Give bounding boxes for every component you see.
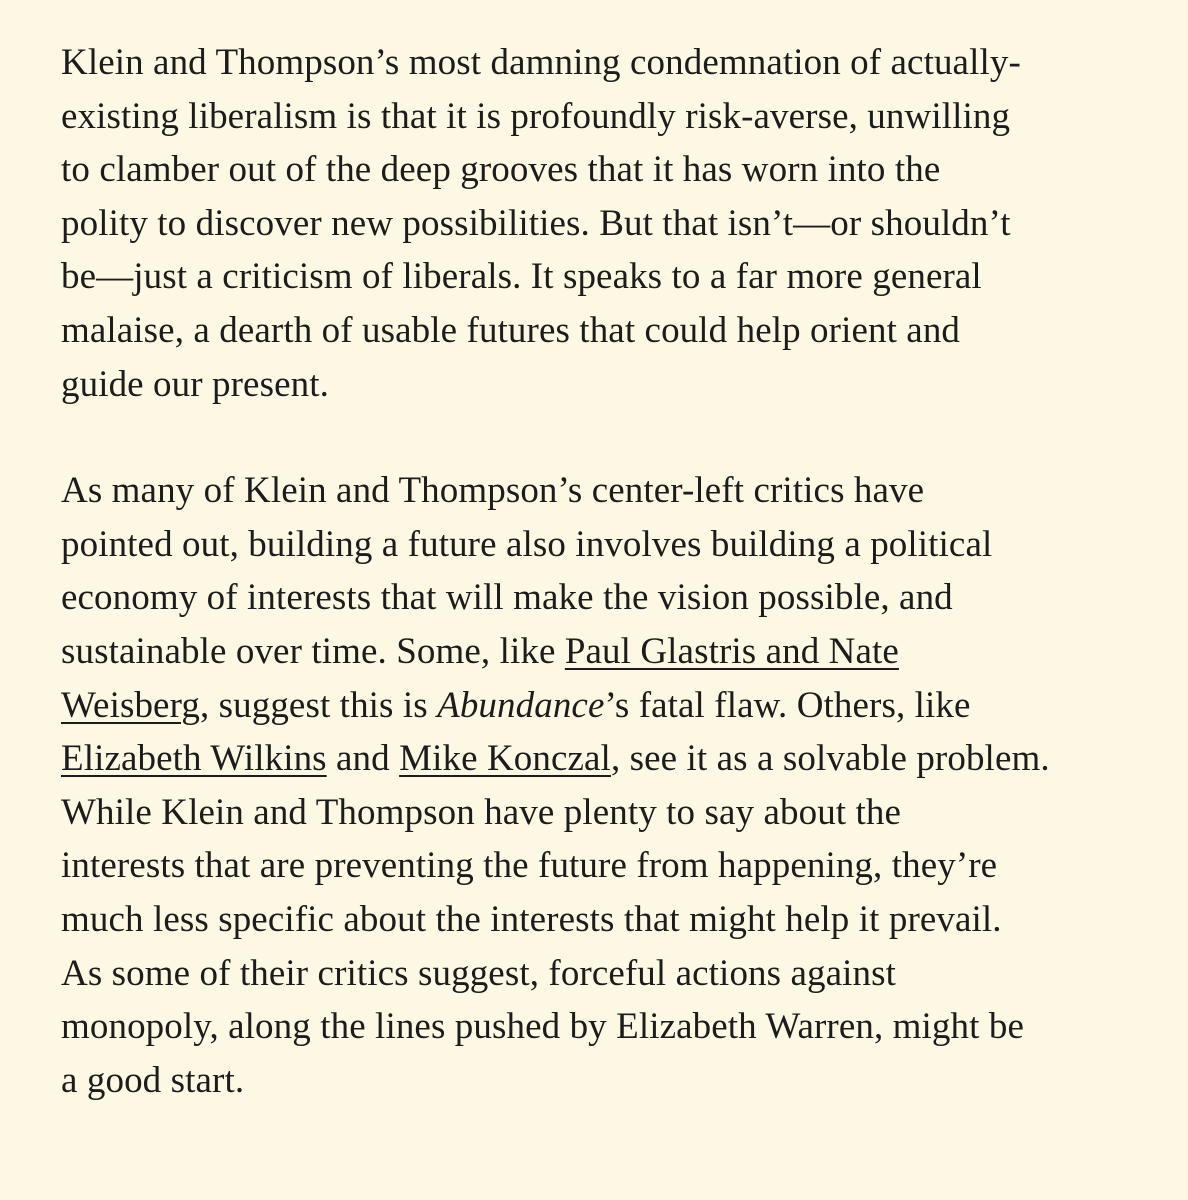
text-line: malaise, a dearth of usable futures that could help orient and xyxy=(61,309,961,351)
text-segment: ’s fatal flaw. Others, like xyxy=(604,684,971,726)
link-mike-konczal[interactable]: Mike Konczal xyxy=(399,738,611,780)
paragraph-1 xyxy=(61,36,1171,411)
text-line: be—just a criticism of liberals. It speaks to a far more general xyxy=(61,256,982,298)
text-line: As many of Klein and Thompson’s center-left critics have xyxy=(61,470,925,512)
text-line xyxy=(61,625,1171,679)
text-line: a good start. xyxy=(61,1059,245,1101)
text-line xyxy=(61,679,1171,733)
text-line: Klein and Thompson’s most damning condemnation of actually- xyxy=(61,42,1021,83)
text-line: monopoly, along the lines pushed by Elizabeth Warren, might be xyxy=(61,1006,1024,1048)
link-elizabeth-wilkins[interactable]: Elizabeth Wilkins xyxy=(61,738,327,780)
text-segment: , suggest this is xyxy=(199,684,438,726)
text-line: economy of interests that will make the vision possible, and xyxy=(61,577,953,619)
text-line: interests that are preventing the future from happening, they’re xyxy=(61,845,998,887)
text-line: As some of their critics suggest, forceful actions against xyxy=(61,952,896,994)
text-line: pointed out, building a future also involves building a political xyxy=(61,523,993,565)
text-line: polity to discover new possibilities. But that isn’t—or shouldn’t xyxy=(61,202,1011,244)
text-line: to clamber out of the deep grooves that it has worn into the xyxy=(61,149,941,191)
text-segment: and xyxy=(326,738,400,780)
text-line: existing liberalism is that it is profoundly risk-averse, unwilling xyxy=(61,95,1011,137)
text-line xyxy=(61,732,1171,786)
text-segment: sustainable over time. Some, like xyxy=(61,630,565,672)
text-line: While Klein and Thompson have plenty to say about the xyxy=(61,791,902,833)
link-glastris-weisberg-continued[interactable]: Weisberg xyxy=(61,684,200,726)
text-line: guide our present. xyxy=(61,363,329,405)
paragraph-2 xyxy=(61,464,1171,1107)
text-line: much less specific about the interests that might help it prevail. xyxy=(61,898,1002,940)
text-segment: , see it as a solvable problem. xyxy=(610,738,1050,780)
link-glastris-weisberg[interactable]: Paul Glastris and Nate xyxy=(564,630,899,672)
book-title: Abundance xyxy=(437,684,605,726)
article-body xyxy=(61,36,1171,1107)
